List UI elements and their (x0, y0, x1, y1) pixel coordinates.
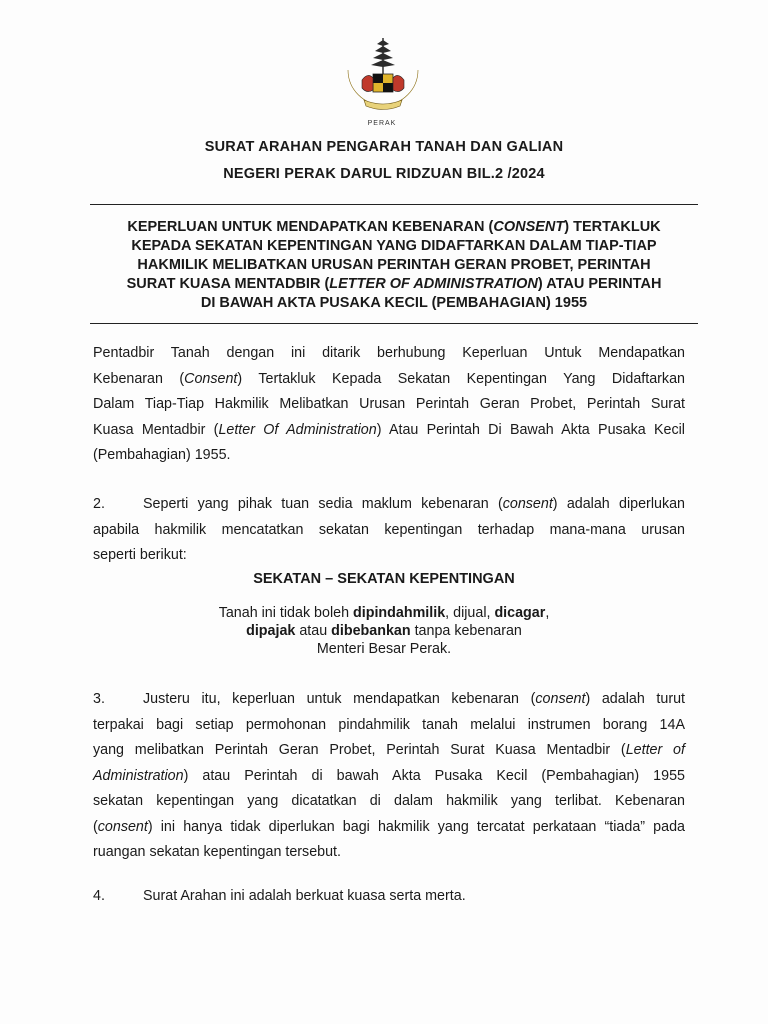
paragraph-line: Administration) atau Perintah di bawah Akta Pusaka Kecil (Pembahagian) 1955 (93, 767, 685, 784)
paragraph-line: 2. Seperti yang pihak tuan sedia maklum kebenaran (consent) adalah diperlukan (93, 492, 685, 518)
crest-caption: PERAK (367, 120, 397, 127)
paragraph-line: terpakai bagi setiap permohonan pindahmilik tanah melalui instrumen borang 14A (93, 716, 685, 733)
paragraph-number: 2. (93, 496, 105, 512)
paragraph-line: Kuasa Mentadbir (Letter Of Administration) Atau Perintah Di Bawah Akta Pusaka Kecil (93, 421, 685, 438)
paragraph-line: Pentadbir Tanah dengan ini ditarik berhubung Keperluan Untuk Mendapatkan (93, 345, 685, 361)
paragraph-1 (93, 341, 685, 469)
divider-top (90, 204, 698, 205)
restriction-line: Menteri Besar Perak. (316, 641, 452, 657)
paragraph-line: (Pembahagian) 1955. (93, 447, 231, 463)
paragraph-2 (93, 492, 685, 569)
subject-line: SURAT KUASA MENTADBIR (LETTER OF ADMINISTRATION) ATAU PERINTAH (126, 276, 662, 292)
subject-line: HAKMILIK MELIBATKAN URUSAN PERINTAH GERAN PROBET, PERINTAH (137, 257, 651, 273)
subject-heading (90, 218, 698, 313)
paragraph-3 (93, 687, 685, 866)
paragraph-line: ruangan sekatan kepentingan tersebut. (93, 844, 341, 860)
restriction-line: Tanah ini tidak boleh dipindahmilik, dijual, dicagar, (218, 605, 550, 621)
paragraph-4 (93, 884, 685, 910)
paragraph-line: Kebenaran (Consent) Tertakluk Kepada Sekatan Kepentingan Yang Didaftarkan (93, 370, 685, 387)
restriction-text (0, 604, 768, 658)
paragraph-line: 4. Surat Arahan ini adalah berkuat kuasa serta merta. (93, 884, 685, 910)
paragraph-line: (consent) ini hanya tidak diperlukan bagi hakmilik yang tercatat perkataan “tiada” pada (93, 818, 685, 835)
paragraph-line: seperti berikut: (93, 547, 187, 563)
restriction-line: dipajak atau dibebankan tanpa kebenaran (246, 623, 522, 639)
paragraph-number: 3. (93, 691, 105, 707)
paragraph-line: sekatan kepentingan yang dicatatkan di dalam hakmilik yang terlibat. Kebenaran (93, 793, 685, 809)
restriction-title: SEKATAN – SEKATAN KEPENTINGAN (253, 571, 515, 587)
paragraph-line: 3. Justeru itu, keperluan untuk mendapatkan kebenaran (consent) adalah turut (93, 687, 685, 713)
paragraph-number: 4. (93, 888, 105, 904)
paragraph-line: yang melibatkan Perintah Geran Probet, Perintah Surat Kuasa Mentadbir (Letter of (93, 742, 685, 758)
paragraph-line: Dalam Tiap-Tiap Hakmilik Melibatkan Urusan Perintah Geran Probet, Perintah Surat (93, 396, 685, 412)
paragraph-line: apabila hakmilik mencatatkan sekatan kepentingan terhadap mana-mana urusan (93, 521, 685, 538)
subject-line: KEPADA SEKATAN KEPENTINGAN YANG DIDAFTARKAN DALAM TIAP-TIAP (131, 238, 657, 254)
subject-line: KEPERLUAN UNTUK MENDAPATKAN KEBENARAN (CONSENT) TERTAKLUK (127, 219, 661, 235)
perak-crest-icon (338, 30, 428, 130)
header-title-line2: NEGERI PERAK DARUL RIDZUAN BIL.2 /2024 (223, 166, 545, 182)
header-title-line1: SURAT ARAHAN PENGARAH TANAH DAN GALIAN (204, 139, 564, 155)
divider-bottom (90, 323, 698, 324)
subject-line: DI BAWAH AKTA PUSAKA KECIL (PEMBAHAGIAN) 1955 (200, 295, 588, 311)
